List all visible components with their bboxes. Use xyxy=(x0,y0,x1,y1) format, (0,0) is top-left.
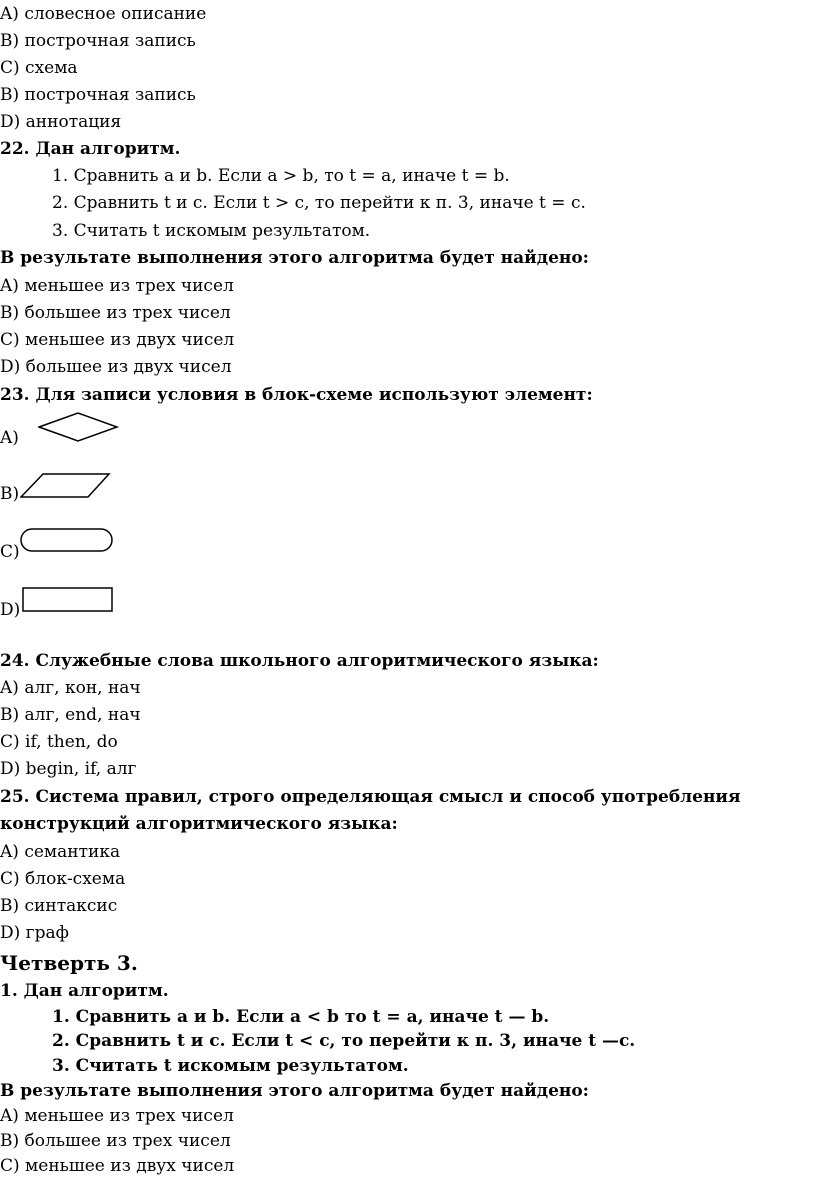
question-1-title: 1. Дан алгоритм. xyxy=(0,981,169,1001)
question-23-title: 23. Для записи условия в блок-схеме используют элемент: xyxy=(0,385,593,405)
option: C) меньшее из двух чисел xyxy=(0,1156,235,1176)
question-22-prompt: В результате выполнения этого алгоритма будет найдено: xyxy=(0,248,589,268)
option: A) алг, кон, нач xyxy=(0,678,141,698)
algorithm-step: 1. Сравнить a и b. Если a > b, то t = a, иначе t = b. xyxy=(52,166,510,186)
option: B) построчная запись xyxy=(0,31,196,51)
question-25-title: конструкций алгоритмического языка: xyxy=(0,814,398,834)
rounded-rectangle-shape xyxy=(20,528,114,554)
algorithm-step: 2. Сравнить t и c. Если t < c, то перейти к п. 3, иначе t —c. xyxy=(52,1031,636,1051)
option: D) аннотация xyxy=(0,112,122,132)
algorithm-step: 3. Считать t искомым результатом. xyxy=(52,1056,409,1076)
option: C) схема xyxy=(0,58,78,78)
option-label: B) xyxy=(0,484,20,504)
option: A) меньшее из трех чисел xyxy=(0,1106,234,1126)
option: B) построчная запись xyxy=(0,85,196,105)
algorithm-step: 3. Считать t искомым результатом. xyxy=(52,221,371,241)
algorithm-step: 2. Сравнить t и c. Если t > c, то перейти к п. 3, иначе t = c. xyxy=(52,193,586,213)
option: D) большее из двух чисел xyxy=(0,357,232,377)
diamond-shape xyxy=(38,412,120,444)
option: B) большее из трех чисел xyxy=(0,303,231,323)
option: B) алг, end, нач xyxy=(0,705,141,725)
option: B) синтаксис xyxy=(0,896,118,916)
section-heading: Четверть 3. xyxy=(0,951,138,975)
option: D) граф xyxy=(0,923,69,943)
option: C) if, then, do xyxy=(0,732,118,752)
option-label: C) xyxy=(0,542,20,562)
option: A) меньшее из трех чисел xyxy=(0,276,234,296)
option: A) словесное описание xyxy=(0,4,207,24)
option: C) блок-схема xyxy=(0,869,126,889)
question-24-title: 24. Служебные слова школьного алгоритмического языка: xyxy=(0,651,599,671)
rectangle-shape xyxy=(22,587,114,613)
algorithm-step: 1. Сравнить a и b. Если a < b то t = a, иначе t — b. xyxy=(52,1007,550,1027)
option-label: A) xyxy=(0,428,19,448)
option: B) большее из трех чисел xyxy=(0,1131,231,1151)
option: D) begin, if, алг xyxy=(0,759,137,779)
option: C) меньшее из двух чисел xyxy=(0,330,235,350)
parallelogram-shape xyxy=(20,473,112,499)
question-22-title: 22. Дан алгоритм. xyxy=(0,139,181,159)
question-25-title: 25. Система правил, строго определяющая смысл и способ употребления xyxy=(0,787,741,807)
option-label: D) xyxy=(0,600,21,620)
question-1-prompt: В результате выполнения этого алгоритма будет найдено: xyxy=(0,1081,589,1101)
option: A) семантика xyxy=(0,842,121,862)
